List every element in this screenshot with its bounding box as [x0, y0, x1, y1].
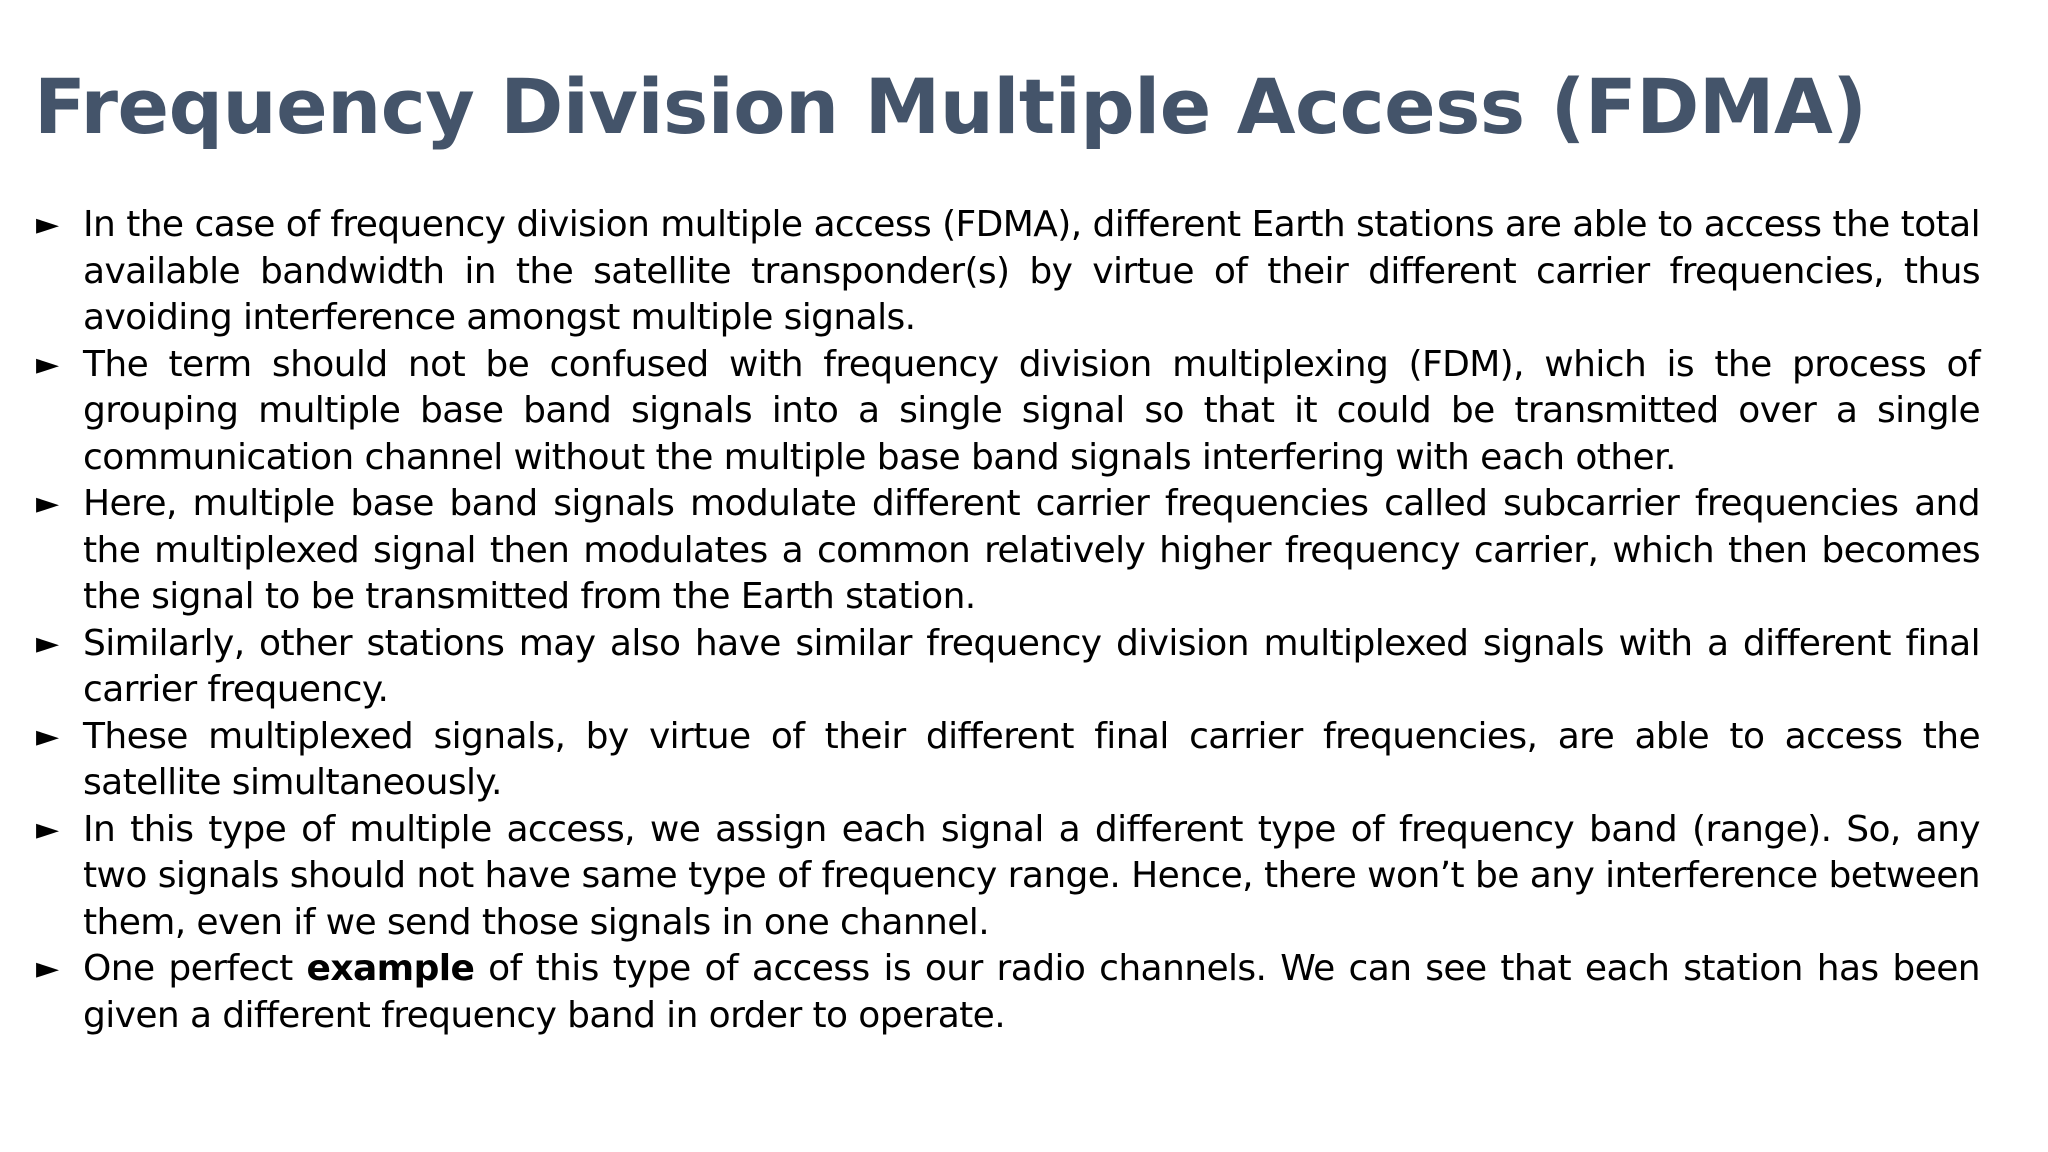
slide-title: Frequency Division Multiple Access (FDMA) [34, 62, 1867, 151]
bullet-text-before: One perfect [83, 948, 307, 989]
bullet-list [36, 202, 1980, 1039]
bullet-item [36, 481, 1980, 621]
bullet-triangle-icon: ► [36, 625, 59, 661]
bullet-triangle-icon: ► [36, 718, 59, 754]
bullet-triangle-icon: ► [36, 951, 59, 986]
bullet-text: Similarly, other stations may also have similar frequency division multiplexed signals with a different final carrier frequency. [83, 622, 1980, 710]
bullet-triangle-icon: ► [36, 486, 59, 521]
bullet-item [36, 342, 1980, 482]
bullet-item [36, 621, 1980, 714]
bullet-text: Here, multiple base band signals modulate different carrier frequencies called subcarrier frequencies and the multiplexed signal then modulates a common relatively higher frequency carrier, which then becomes the signal to be transmitted from the Earth station. [83, 483, 1980, 617]
bullet-item [36, 714, 1980, 807]
bullet-triangle-icon: ► [36, 207, 59, 242]
bullet-text: In the case of frequency division multiple access (FDMA), different Earth stations are able to access the total available bandwidth in the satellite transponder(s) by virtue of their different carrier frequencies, thus avoiding interference amongst multiple signals. [83, 204, 1980, 338]
bullet-item [36, 807, 1980, 947]
bullet-text-after: of this type of access is our radio channels. We can see that each station has been given a different frequency band in order to operate. [83, 948, 1980, 1036]
bullet-item [36, 946, 1980, 1039]
bullet-text: These multiplexed signals, by virtue of their different final carrier frequencies, are able to access the satellite simultaneously. [83, 715, 1980, 803]
bullet-item [36, 202, 1980, 342]
bullet-triangle-icon: ► [36, 346, 59, 382]
bullet-triangle-icon: ► [36, 811, 59, 847]
bullet-emphasis: example [306, 948, 475, 989]
bullet-text: In this type of multiple access, we assign each signal a different type of frequency band (range). So, any two signals should not have same type of frequency range. Hence, there won’t be any interference between them, even if we send those signals in one channel. [83, 808, 1980, 943]
bullet-text: The term should not be confused with frequency division multiplexing (FDM), which is the process of grouping multiple base band signals into a single signal so that it could be transmitted over a single communication channel without the multiple base band signals interfering with each other. [83, 343, 1980, 478]
